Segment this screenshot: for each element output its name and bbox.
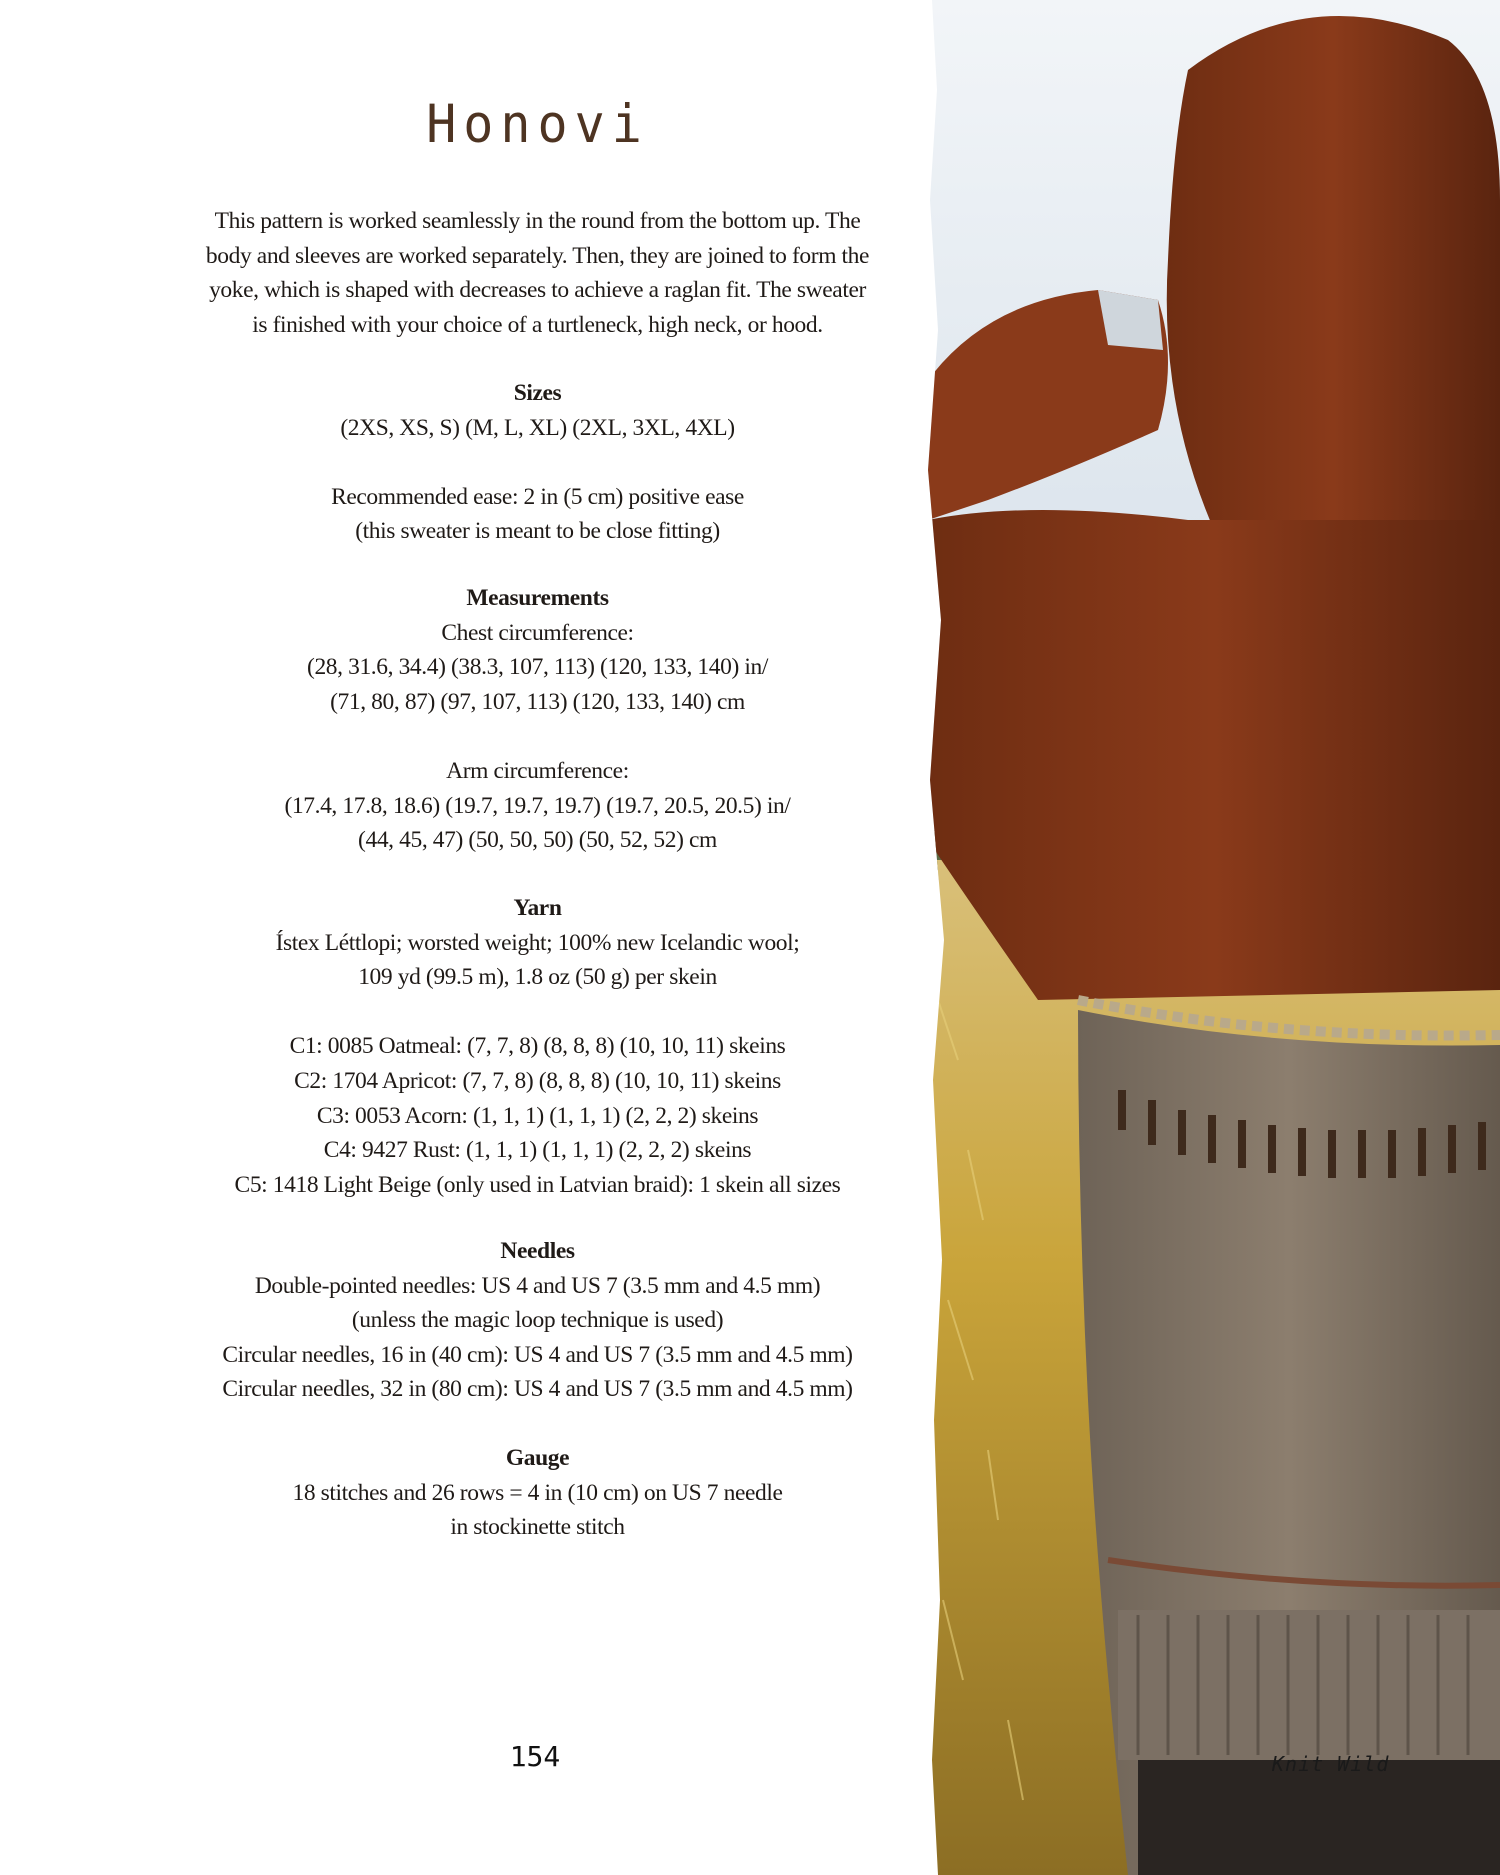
gauge-line: in stockinette stitch xyxy=(450,1514,625,1541)
yarn-color-line: C3: 0053 Acorn: (1, 1, 1) (1, 1, 1) (2, 2, 2) skeins xyxy=(316,1102,759,1129)
needles-heading: Needles xyxy=(500,1238,575,1264)
gauge-line: 18 stitches and 26 rows = 4 in (10 cm) on US 7 needle xyxy=(292,1479,783,1506)
yarn-line: 109 yd (99.5 m), 1.8 oz (50 g) per skein xyxy=(358,964,717,991)
arm-line: (44, 45, 47) (50, 50, 50) (50, 52, 52) cm xyxy=(358,827,717,854)
intro-line: is finished with your choice of a turtleneck, high neck, or hood. xyxy=(252,311,823,338)
pattern-title: Honovi xyxy=(426,93,649,155)
needles-line: Circular needles, 16 in (40 cm): US 4 and US 7 (3.5 mm and 4.5 mm) xyxy=(222,1341,853,1368)
chest-line: (28, 31.6, 34.4) (38.3, 107, 113) (120, 133, 140) in/ xyxy=(307,654,768,681)
gauge-heading: Gauge xyxy=(505,1445,570,1471)
yarn-color-line: C5: 1418 Light Beige (only used in Latvian braid): 1 skein all sizes xyxy=(234,1171,841,1198)
needles-line: Circular needles, 32 in (80 cm): US 4 and US 7 (3.5 mm and 4.5 mm) xyxy=(222,1376,853,1403)
measurements-heading: Measurements xyxy=(466,585,609,611)
measurements-section xyxy=(170,581,905,858)
ease-line: Recommended ease: 2 in (5 cm) positive ease xyxy=(331,483,744,510)
intro-line: This pattern is worked seamlessly in the round from the bottom up. The xyxy=(214,208,861,234)
chest-label: Chest circumference: xyxy=(441,619,634,646)
page-number: 154 xyxy=(509,1740,561,1773)
intro-line: yoke, which is shaped with decreases to achieve a raglan fit. The sweater xyxy=(209,277,866,304)
yarn-heading: Yarn xyxy=(513,895,562,921)
intro-paragraph xyxy=(170,204,905,342)
sizes-heading: Sizes xyxy=(513,380,562,406)
gauge-section xyxy=(170,1441,905,1545)
chest-line: (71, 80, 87) (97, 107, 113) (120, 133, 140) cm xyxy=(330,688,745,715)
yarn-section xyxy=(170,891,905,1202)
book-watermark: Knit Wild xyxy=(1272,1752,1390,1776)
yarn-color-line: C1: 0085 Oatmeal: (7, 7, 8) (8, 8, 8) (10, 10, 11) skeins xyxy=(289,1033,786,1060)
sizes-line: (2XS, XS, S) (M, L, XL) (2XL, 3XL, 4XL) xyxy=(340,414,735,441)
yarn-color-line: C4: 9427 Rust: (1, 1, 1) (1, 1, 1) (2, 2, 2) skeins xyxy=(323,1137,752,1164)
intro-line: body and sleeves are worked separately. Then, they are joined to form the xyxy=(205,242,870,269)
needles-line: (unless the magic loop technique is used) xyxy=(351,1307,724,1334)
ease-line: (this sweater is meant to be close fitting) xyxy=(355,518,720,545)
yarn-line: Ístex Léttlopi; worsted weight; 100% new Icelandic wool; xyxy=(275,929,800,956)
sweater-photo xyxy=(928,0,1500,1875)
needles-line: Double-pointed needles: US 4 and US 7 (3.5 mm and 4.5 mm) xyxy=(254,1272,821,1299)
sizes-section xyxy=(170,376,905,549)
arm-label: Arm circumference: xyxy=(446,757,629,784)
arm-line: (17.4, 17.8, 18.6) (19.7, 19.7, 19.7) (19.7, 20.5, 20.5) in/ xyxy=(284,792,791,819)
yarn-color-line: C2: 1704 Apricot: (7, 7, 8) (8, 8, 8) (10, 10, 11) skeins xyxy=(294,1067,781,1094)
needles-section xyxy=(170,1234,905,1407)
